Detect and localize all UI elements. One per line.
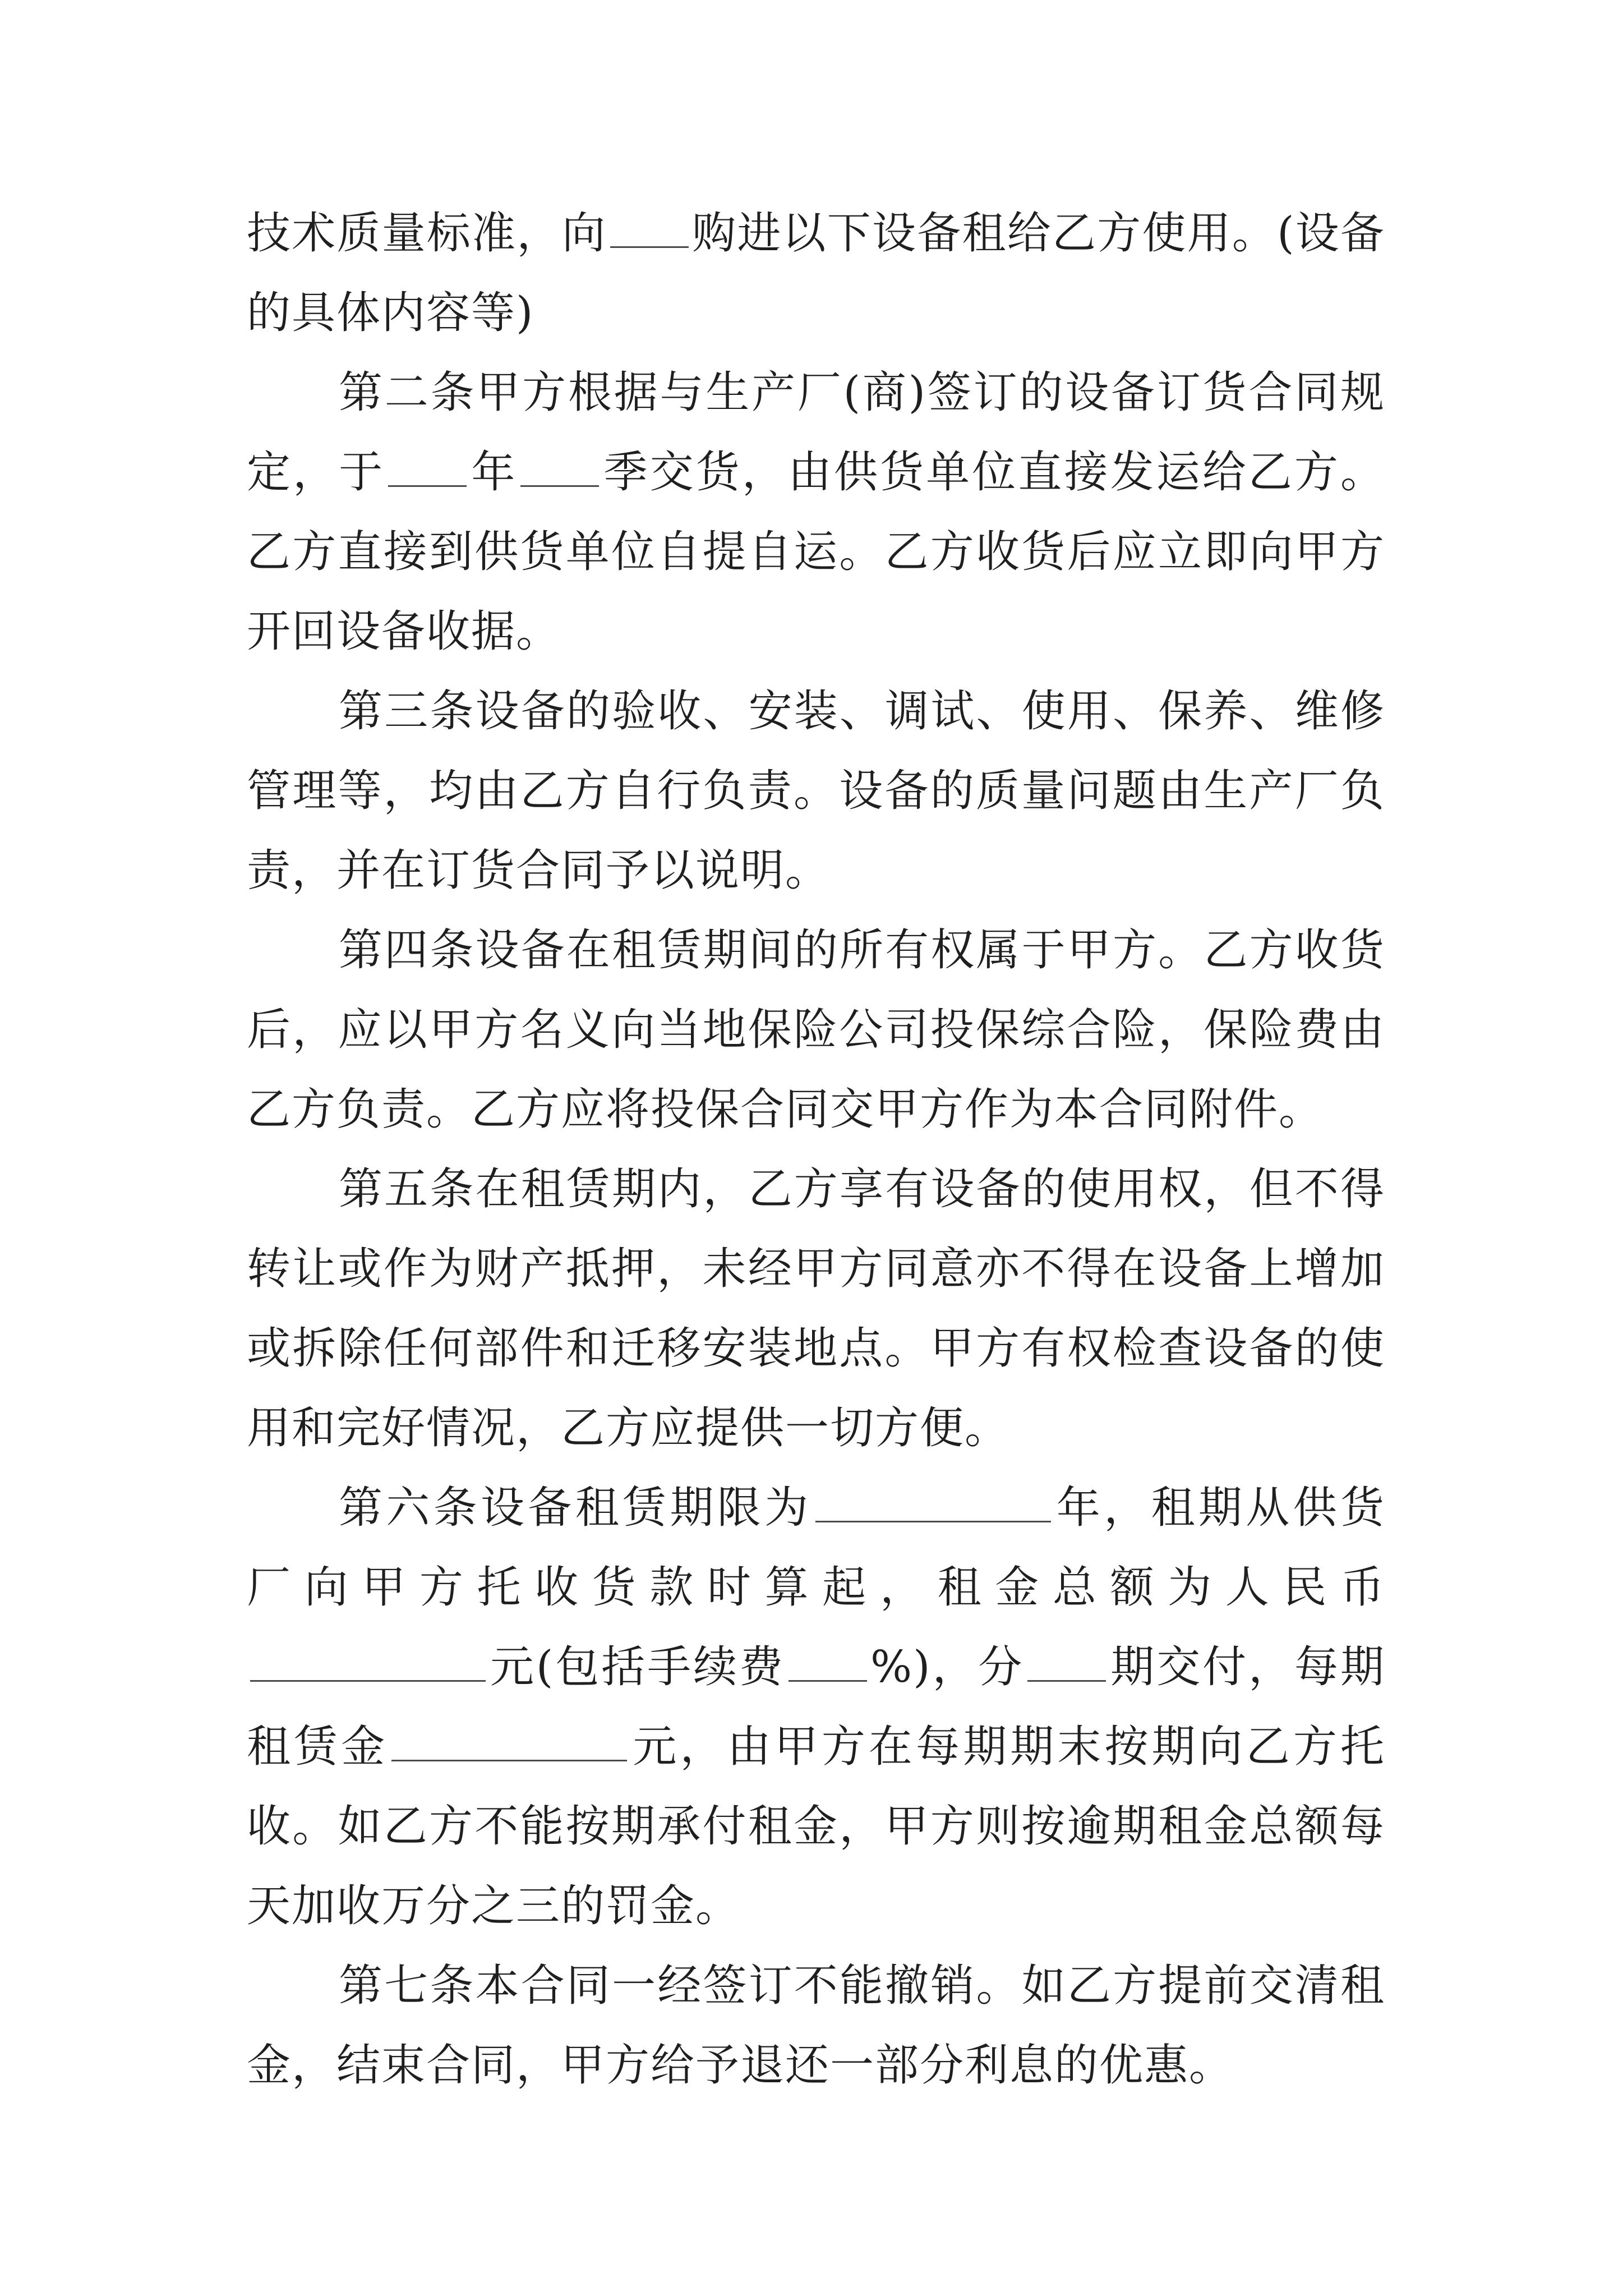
paragraph-article-6 (247, 1468, 1385, 1946)
text-segment: 购进以下设备租给乙方使用。(设备的具体内容等) (247, 208, 1385, 338)
blank-total-rent (250, 1636, 486, 1682)
text-segment: 第五条在租赁期内，乙方享有设备的使用权，但不得转让或作为财产抵押，未经甲方同意亦不得在设备上增加或拆除任何部件和迁移安装地点。甲方有权检查设备的使用和完好情况，乙方应提供一切方便。 (247, 1164, 1385, 1453)
text-segment: 第七条本合同一经签订不能撤销。如乙方提前交清租金，结束合同，甲方给予退还一部分利息的优惠。 (247, 1961, 1385, 2091)
contract-body (247, 194, 1385, 2105)
text-segment: 元，由甲方在每期期末按期向乙方托收。如乙方不能按期承付租金，甲方则按逾期租金总额每天加收万分之三的罚金。 (247, 1722, 1385, 1931)
blank-quarter (520, 441, 599, 487)
text-segment: 第四条设备在租赁期间的所有权属于甲方。乙方收货后，应以甲方名义向当地保险公司投保综合险，保险费由乙方负责。乙方应将投保合同交甲方作为本合同附件。 (247, 925, 1385, 1135)
text-segment: 元(包括手续费 (489, 1642, 785, 1692)
text-segment: 年，租期从供货厂向甲方托收货款时算起，租金总额为人民币 (247, 1483, 1385, 1613)
paragraph-article-3 (247, 671, 1385, 910)
paragraph-article-7 (247, 1946, 1385, 2105)
text-segment: 第二条甲方根据与生产厂(商)签订的设备订货合同规定，于 (247, 367, 1385, 498)
blank-installment-amount (391, 1716, 627, 1761)
text-segment: 年 (470, 447, 518, 498)
blank-fee-percent (789, 1636, 867, 1682)
text-segment: 季交货，由供货单位直接发运给乙方。乙方直接到供货单位自提自运。乙方收货后应立即向甲方开回设备收据。 (247, 447, 1385, 657)
paragraph-article-2 (247, 353, 1385, 671)
paragraph-article-4 (247, 910, 1385, 1149)
paragraph-article-5 (247, 1149, 1385, 1468)
text-segment: 期交付，每期租赁金 (247, 1642, 1385, 1772)
paragraph-equipment-purchase (247, 194, 1385, 353)
blank-supplier (610, 203, 689, 248)
text-segment: 第六条设备租赁期限为 (339, 1483, 812, 1533)
text-segment: 技术质量标准，向 (247, 208, 607, 259)
blank-lease-term (815, 1477, 1051, 1522)
text-segment: %)，分 (870, 1642, 1025, 1692)
text-segment: 第三条设备的验收、安装、调试、使用、保养、维修管理等，均由乙方自行负责。设备的质量问题由生产厂负责，并在订货合同予以说明。 (247, 686, 1385, 896)
blank-installments (1027, 1636, 1106, 1682)
blank-year (388, 441, 467, 487)
